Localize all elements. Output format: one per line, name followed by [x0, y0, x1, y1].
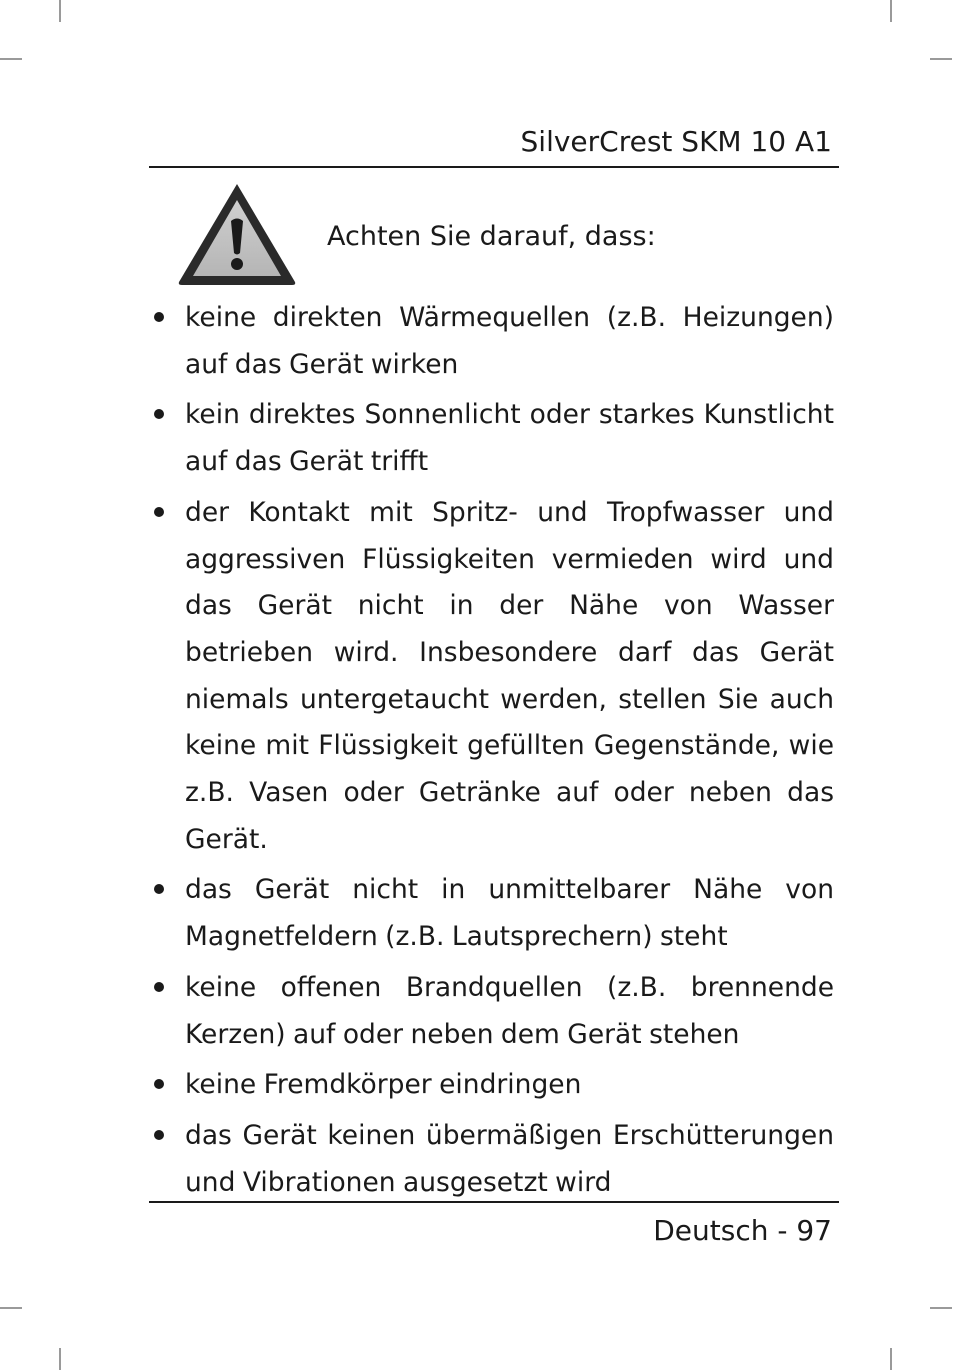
- list-item: [152, 1062, 834, 1109]
- crop-mark: [0, 58, 22, 60]
- list-item: [152, 295, 834, 388]
- list-item-text: das Gerät keinen übermäßigen Erschütterungen und Vibrationen ausgesetzt wird: [185, 1119, 834, 1198]
- page-header-title: SilverCrest SKM 10 A1: [520, 125, 832, 158]
- bullet-icon: [154, 507, 164, 517]
- page-number: Deutsch - 97: [653, 1214, 832, 1247]
- list-item-text: der Kontakt mit Spritz- und Tropfwasser und aggressiven Flüssigkeiten vermieden wird und das Gerät nicht in der Nähe von Wasser betrieben wird. Insbesondere darf das Gerät niemals untergetaucht werden, stellen Sie auch keine mit Flüssigkeit gefüllten Gegenstände, wie z.B. Vasen oder Getränke auf oder neben das Gerät.: [185, 496, 834, 855]
- bullet-icon: [154, 884, 164, 894]
- crop-mark: [890, 0, 892, 22]
- crop-mark: [59, 0, 61, 22]
- list-item-text: keine direkten Wärmequellen (z.B. Heizungen) auf das Gerät wirken: [185, 302, 834, 380]
- footer-rule: [149, 1201, 839, 1203]
- crop-mark: [930, 58, 952, 60]
- list-item-text: das Gerät nicht in unmittelbarer Nähe von Magnetfeldern (z.B. Lautsprechern) steht: [185, 874, 834, 953]
- list-item-text: keine offenen Brandquellen (z.B. brennende Kerzen) auf oder neben dem Gerät stehen: [185, 971, 834, 1050]
- precaution-list: [152, 295, 834, 1210]
- bullet-icon: [154, 982, 164, 992]
- list-item: [152, 392, 834, 485]
- crop-mark: [890, 1348, 892, 1370]
- warning-triangle-icon: [176, 181, 298, 287]
- warning-intro: Achten Sie darauf, dass:: [327, 221, 656, 252]
- list-item-text: keine Fremdkörper eindringen: [185, 1069, 582, 1101]
- bullet-icon: [154, 409, 164, 419]
- crop-mark: [59, 1348, 61, 1370]
- list-item: [152, 965, 834, 1058]
- crop-mark: [0, 1307, 22, 1309]
- list-item-text: kein direktes Sonnenlicht oder starkes Kunstlicht auf das Gerät trifft: [185, 399, 834, 478]
- bullet-icon: [154, 1079, 164, 1089]
- list-item: [152, 1113, 834, 1206]
- crop-mark: [930, 1307, 952, 1309]
- list-item: [152, 490, 834, 864]
- bullet-icon: [154, 312, 164, 322]
- bullet-icon: [154, 1130, 164, 1140]
- header-rule: [149, 166, 839, 168]
- list-item: [152, 867, 834, 960]
